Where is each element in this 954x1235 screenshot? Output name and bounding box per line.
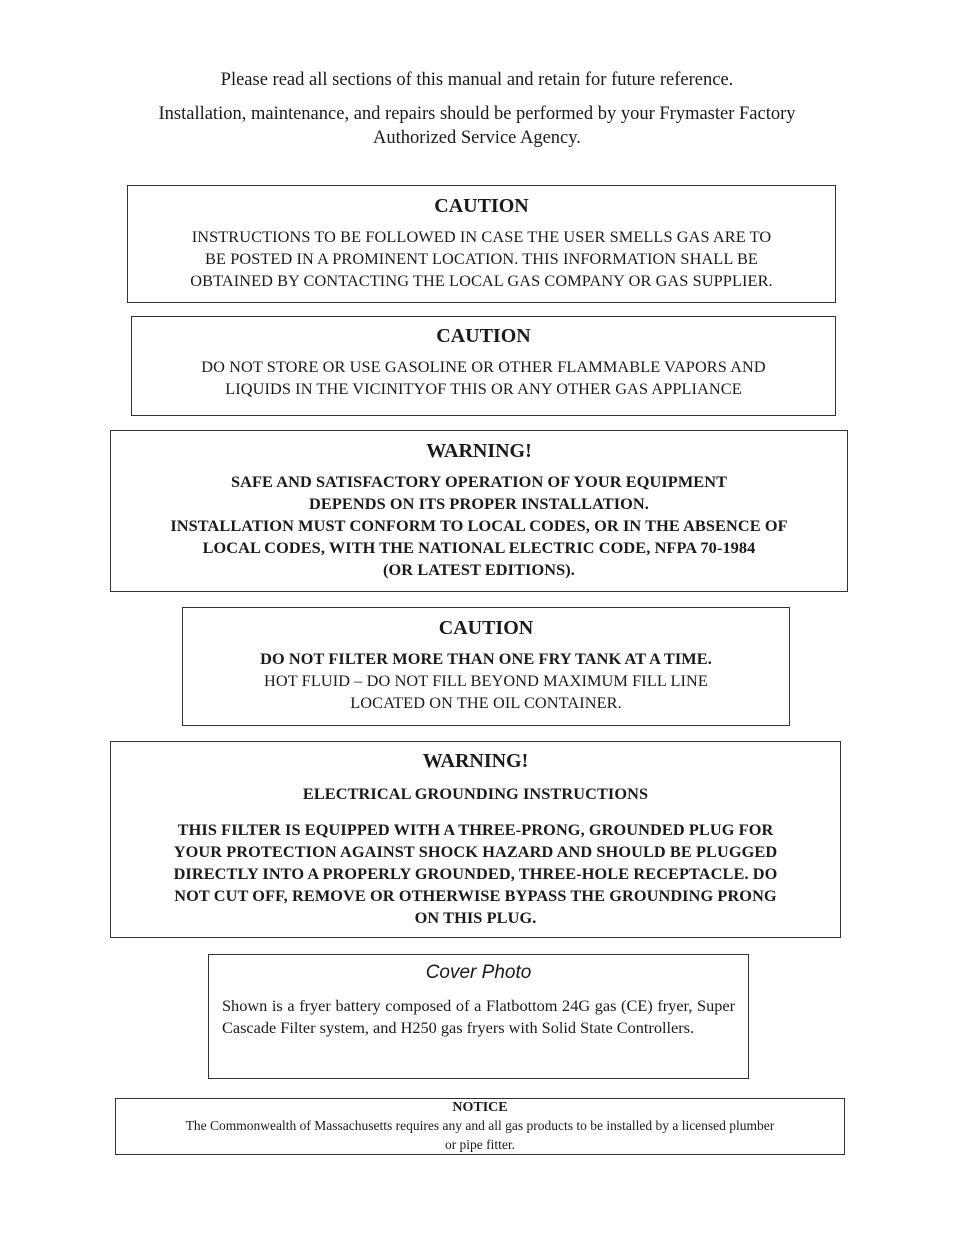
caution-title: CAUTION — [436, 325, 531, 347]
caution-title: CAUTION — [438, 617, 534, 639]
caution-box-gas-smell — [127, 185, 836, 303]
retain-notice: Please read all sections of this manual and retain for future reference. — [220, 70, 734, 90]
cover-photo-description: Shown is a fryer battery composed of a Flatbottom 24G gas (CE) fryer, Super Cascade Filter system, and H250 gas fryers with Solid State Controllers. — [222, 996, 735, 1037]
caution-box-flammable — [131, 316, 836, 416]
service-notice: Installation, maintenance, and repairs should be performed by your Frymaster Factory Authorized Service Agency. — [158, 104, 796, 148]
caution-text: INSTRUCTIONS TO BE FOLLOWED IN CASE THE USER SMELLS GAS ARE TO BE POSTED IN A PROMINENT LOCATION. THIS INFORMATION SHALL BE OBTAINED BY CONTACTING THE LOCAL GAS COMPANY OR GAS SUPPLIER. — [190, 227, 773, 290]
intro-text — [0, 68, 954, 150]
warning-box-installation — [110, 430, 848, 592]
notice-title: NOTICE — [452, 1100, 508, 1115]
caution-text: DO NOT STORE OR USE GASOLINE OR OTHER FLAMMABLE VAPORS AND LIQUIDS IN THE VICINITYOF THIS OR ANY OTHER GAS APPLIANCE — [201, 357, 766, 398]
warning-text: THIS FILTER IS EQUIPPED WITH A THREE-PRONG, GROUNDED PLUG FOR YOUR PROTECTION AGAINST SHOCK HAZARD AND SHOULD BE PLUGGED DIRECTLY INTO A PROPERLY GROUNDED, THREE-HOLE RECEPTACLE. DO NOT CUT OFF, REMOVE OR OTHERWISE BYPASS THE GROUNDING PRONG ON THIS PLUG. — [173, 820, 778, 927]
warning-box-grounding — [110, 741, 841, 938]
notice-box — [115, 1098, 845, 1155]
warning-subtitle: ELECTRICAL GROUNDING INSTRUCTIONS — [302, 784, 649, 803]
warning-title: WARNING! — [422, 750, 529, 772]
warning-text: SAFE AND SATISFACTORY OPERATION OF YOUR EQUIPMENT DEPENDS ON ITS PROPER INSTALLATION. INSTALLATION MUST CONFORM TO LOCAL CODES, OR IN THE ABSENCE OF LOCAL CODES, WITH THE NATIONAL ELECTRIC CODE, NFPA 70-1984 (OR LATEST EDITIONS). — [170, 472, 788, 579]
notice-text: The Commonwealth of Massachusetts requires any and all gas products to be installed by a licensed plumber or pipe fitter. — [185, 1118, 775, 1152]
caution-box-filter — [182, 607, 790, 726]
caution-title: CAUTION — [434, 195, 529, 217]
cover-photo-title: Cover Photo — [425, 962, 532, 983]
warning-title: WARNING! — [426, 440, 532, 462]
caution-text: DO NOT FILTER MORE THAN ONE FRY TANK AT A TIME. HOT FLUID – DO NOT FILL BEYOND MAXIMUM FILL LINE LOCATED ON THE OIL CONTAINER. — [260, 649, 712, 712]
cover-photo-box — [208, 954, 749, 1079]
